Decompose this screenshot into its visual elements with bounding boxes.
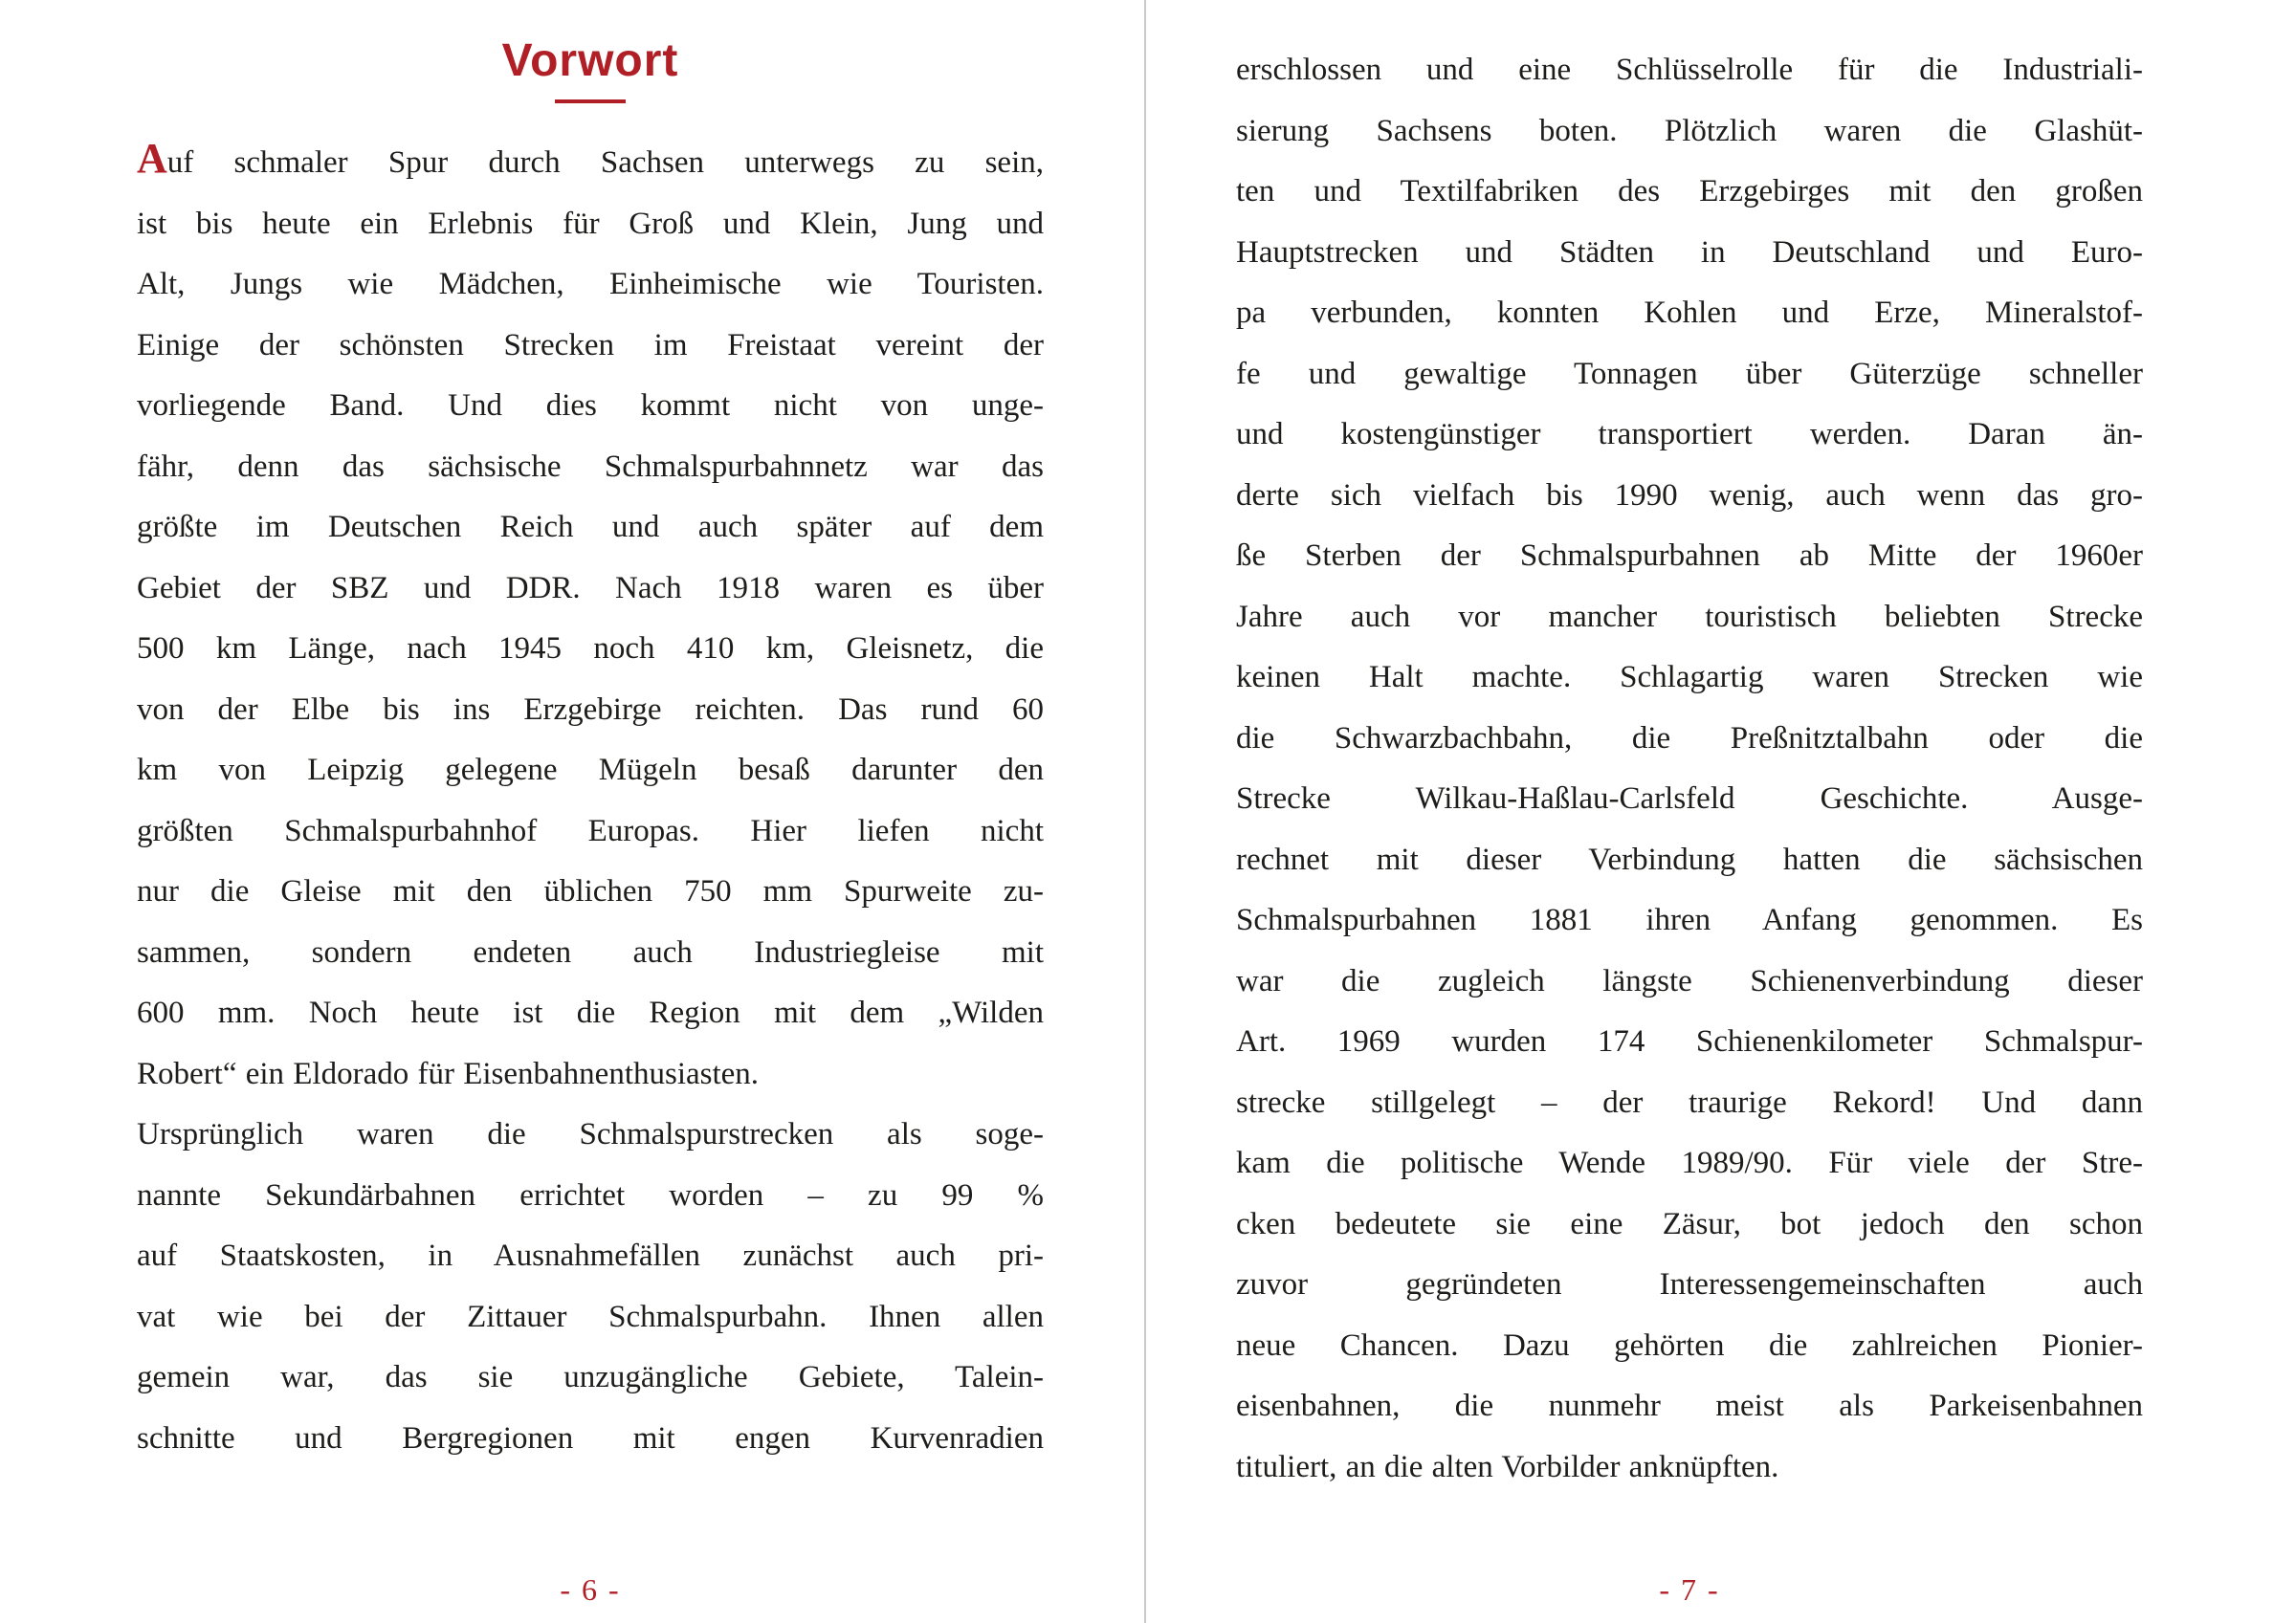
- text-line: tituliert, an die alten Vorbilder anknüpften.: [1236, 1449, 1779, 1484]
- text-line: derte sich vielfach bis 1990 wenig, auch wenn das gro-: [1236, 477, 2143, 513]
- text-line: ten und Textilfabriken des Erzgebirges mit den großen: [1236, 174, 2143, 208]
- text-line: Hauptstrecken und Städten in Deutschland und Euro-: [1236, 234, 2143, 270]
- text-line: Gebiet der SBZ und DDR. Nach 1918 waren es über: [137, 570, 1044, 605]
- body-text-right: [1236, 0, 2143, 1498]
- text-line: erschlossen und eine Schlüsselrolle für die Industriali-: [1236, 53, 2143, 87]
- text-line: nur die Gleise mit den üblichen 750 mm Spurweite zu-: [137, 874, 1044, 909]
- text-line: zuvor gegründeten Interessengemeinschaften auch: [1236, 1267, 2143, 1302]
- page-left: [137, 0, 1044, 1623]
- text-line: ße Sterben der Schmalspurbahnen ab Mitte der 1960er: [1236, 538, 2143, 573]
- text-line: auf Staatskosten, in Ausnahmefällen zunächst auch pri-: [137, 1239, 1044, 1273]
- text-line: vorliegende Band. Und dies kommt nicht von unge-: [137, 388, 1044, 423]
- text-line: gemein war, das sie unzugängliche Gebiete, Talein-: [137, 1360, 1044, 1394]
- text-line: Alt, Jungs wie Mädchen, Einheimische wie Touristen.: [137, 267, 1044, 301]
- text-line: pa verbunden, konnten Kohlen und Erze, Mineralstof-: [1236, 296, 2143, 330]
- page-number-left: - 6 -: [560, 1572, 621, 1607]
- text-line: eisenbahnen, die nunmehr meist als Parkeisenbahnen: [1236, 1389, 2143, 1423]
- text-line: von der Elbe bis ins Erzgebirge reichten. Das rund 60: [137, 691, 1044, 727]
- page-number-right: - 7 -: [1659, 1572, 1720, 1607]
- heading-rule: [555, 99, 626, 103]
- text-line: vat wie bei der Zittauer Schmalspurbahn. Ihnen allen: [137, 1299, 1044, 1334]
- chapter-heading-wrap: [137, 35, 1044, 103]
- page-right: [1236, 0, 2143, 1623]
- text-line: keinen Halt machte. Schlagartig waren Strecken wie: [1236, 660, 2143, 694]
- text-line: Schmalspurbahnen 1881 ihren Anfang genommen. Es: [1236, 903, 2143, 937]
- text-line: sierung Sachsens boten. Plötzlich waren die Glashüt-: [1236, 113, 2143, 148]
- drop-cap: A: [137, 135, 167, 182]
- text-line: strecke stillgelegt – der traurige Rekord! Und dann: [1236, 1085, 2143, 1120]
- text-line: 600 mm. Noch heute ist die Region mit dem „Wilden: [137, 996, 1044, 1030]
- text-line: nannte Sekundärbahnen errichtet worden – zu 99 %: [137, 1177, 1044, 1213]
- text-line: sammen, sondern endeten auch Industriegleise mit: [137, 934, 1044, 970]
- text-line: Jahre auch vor mancher touristisch beliebten Strecke: [1236, 599, 2143, 634]
- text-line: größten Schmalspurbahnhof Europas. Hier liefen nicht: [137, 813, 1044, 848]
- text-line: Robert“ ein Eldorado für Eisenbahnenthusiasten.: [137, 1056, 760, 1091]
- text-line: und kostengünstiger transportiert werden. Daran än-: [1236, 417, 2143, 451]
- text-line: neue Chancen. Dazu gehörten die zahlreichen Pionier-: [1236, 1327, 2143, 1363]
- text-line: cken bedeutete sie eine Zäsur, bot jedoch den schon: [1236, 1206, 2143, 1241]
- text-line: Strecke Wilkau-Haßlau-Carlsfeld Geschichte. Ausge-: [1236, 781, 2143, 816]
- body-text-left: [137, 128, 1044, 1469]
- text-line: km von Leipzig gelegene Mügeln besaß darunter den: [137, 753, 1044, 787]
- text-line: kam die politische Wende 1989/90. Für viele der Stre-: [1236, 1146, 2143, 1180]
- text-line: fähr, denn das sächsische Schmalspurbahnnetz war das: [137, 449, 1044, 484]
- text-line: 500 km Länge, nach 1945 noch 410 km, Gleisnetz, die: [137, 631, 1044, 666]
- text-line: rechnet mit dieser Verbindung hatten die sächsischen: [1236, 842, 2143, 877]
- text-line: schnitte und Bergregionen mit engen Kurvenradien: [137, 1420, 1044, 1456]
- text-line: Art. 1969 wurden 174 Schienenkilometer Schmalspur-: [1236, 1024, 2143, 1059]
- text-line: größte im Deutschen Reich und auch später auf dem: [137, 510, 1044, 544]
- text-line: war die zugleich längste Schienenverbindung dieser: [1236, 963, 2143, 998]
- text-line: fe und gewaltige Tonnagen über Güterzüge schneller: [1236, 356, 2143, 391]
- text-line: Ursprünglich waren die Schmalspurstrecken als soge-: [137, 1117, 1044, 1151]
- gutter-divider: [1144, 0, 1146, 1623]
- text-line: Auf schmaler Spur durch Sachsen unterwegs zu sein,: [137, 135, 1044, 182]
- chapter-heading: Vorwort: [501, 35, 679, 86]
- text-line: Einige der schönsten Strecken im Freistaat vereint der: [137, 327, 1044, 362]
- text-line: ist bis heute ein Erlebnis für Groß und Klein, Jung und: [137, 206, 1044, 241]
- text-line: die Schwarzbachbahn, die Preßnitztalbahn oder die: [1236, 720, 2143, 756]
